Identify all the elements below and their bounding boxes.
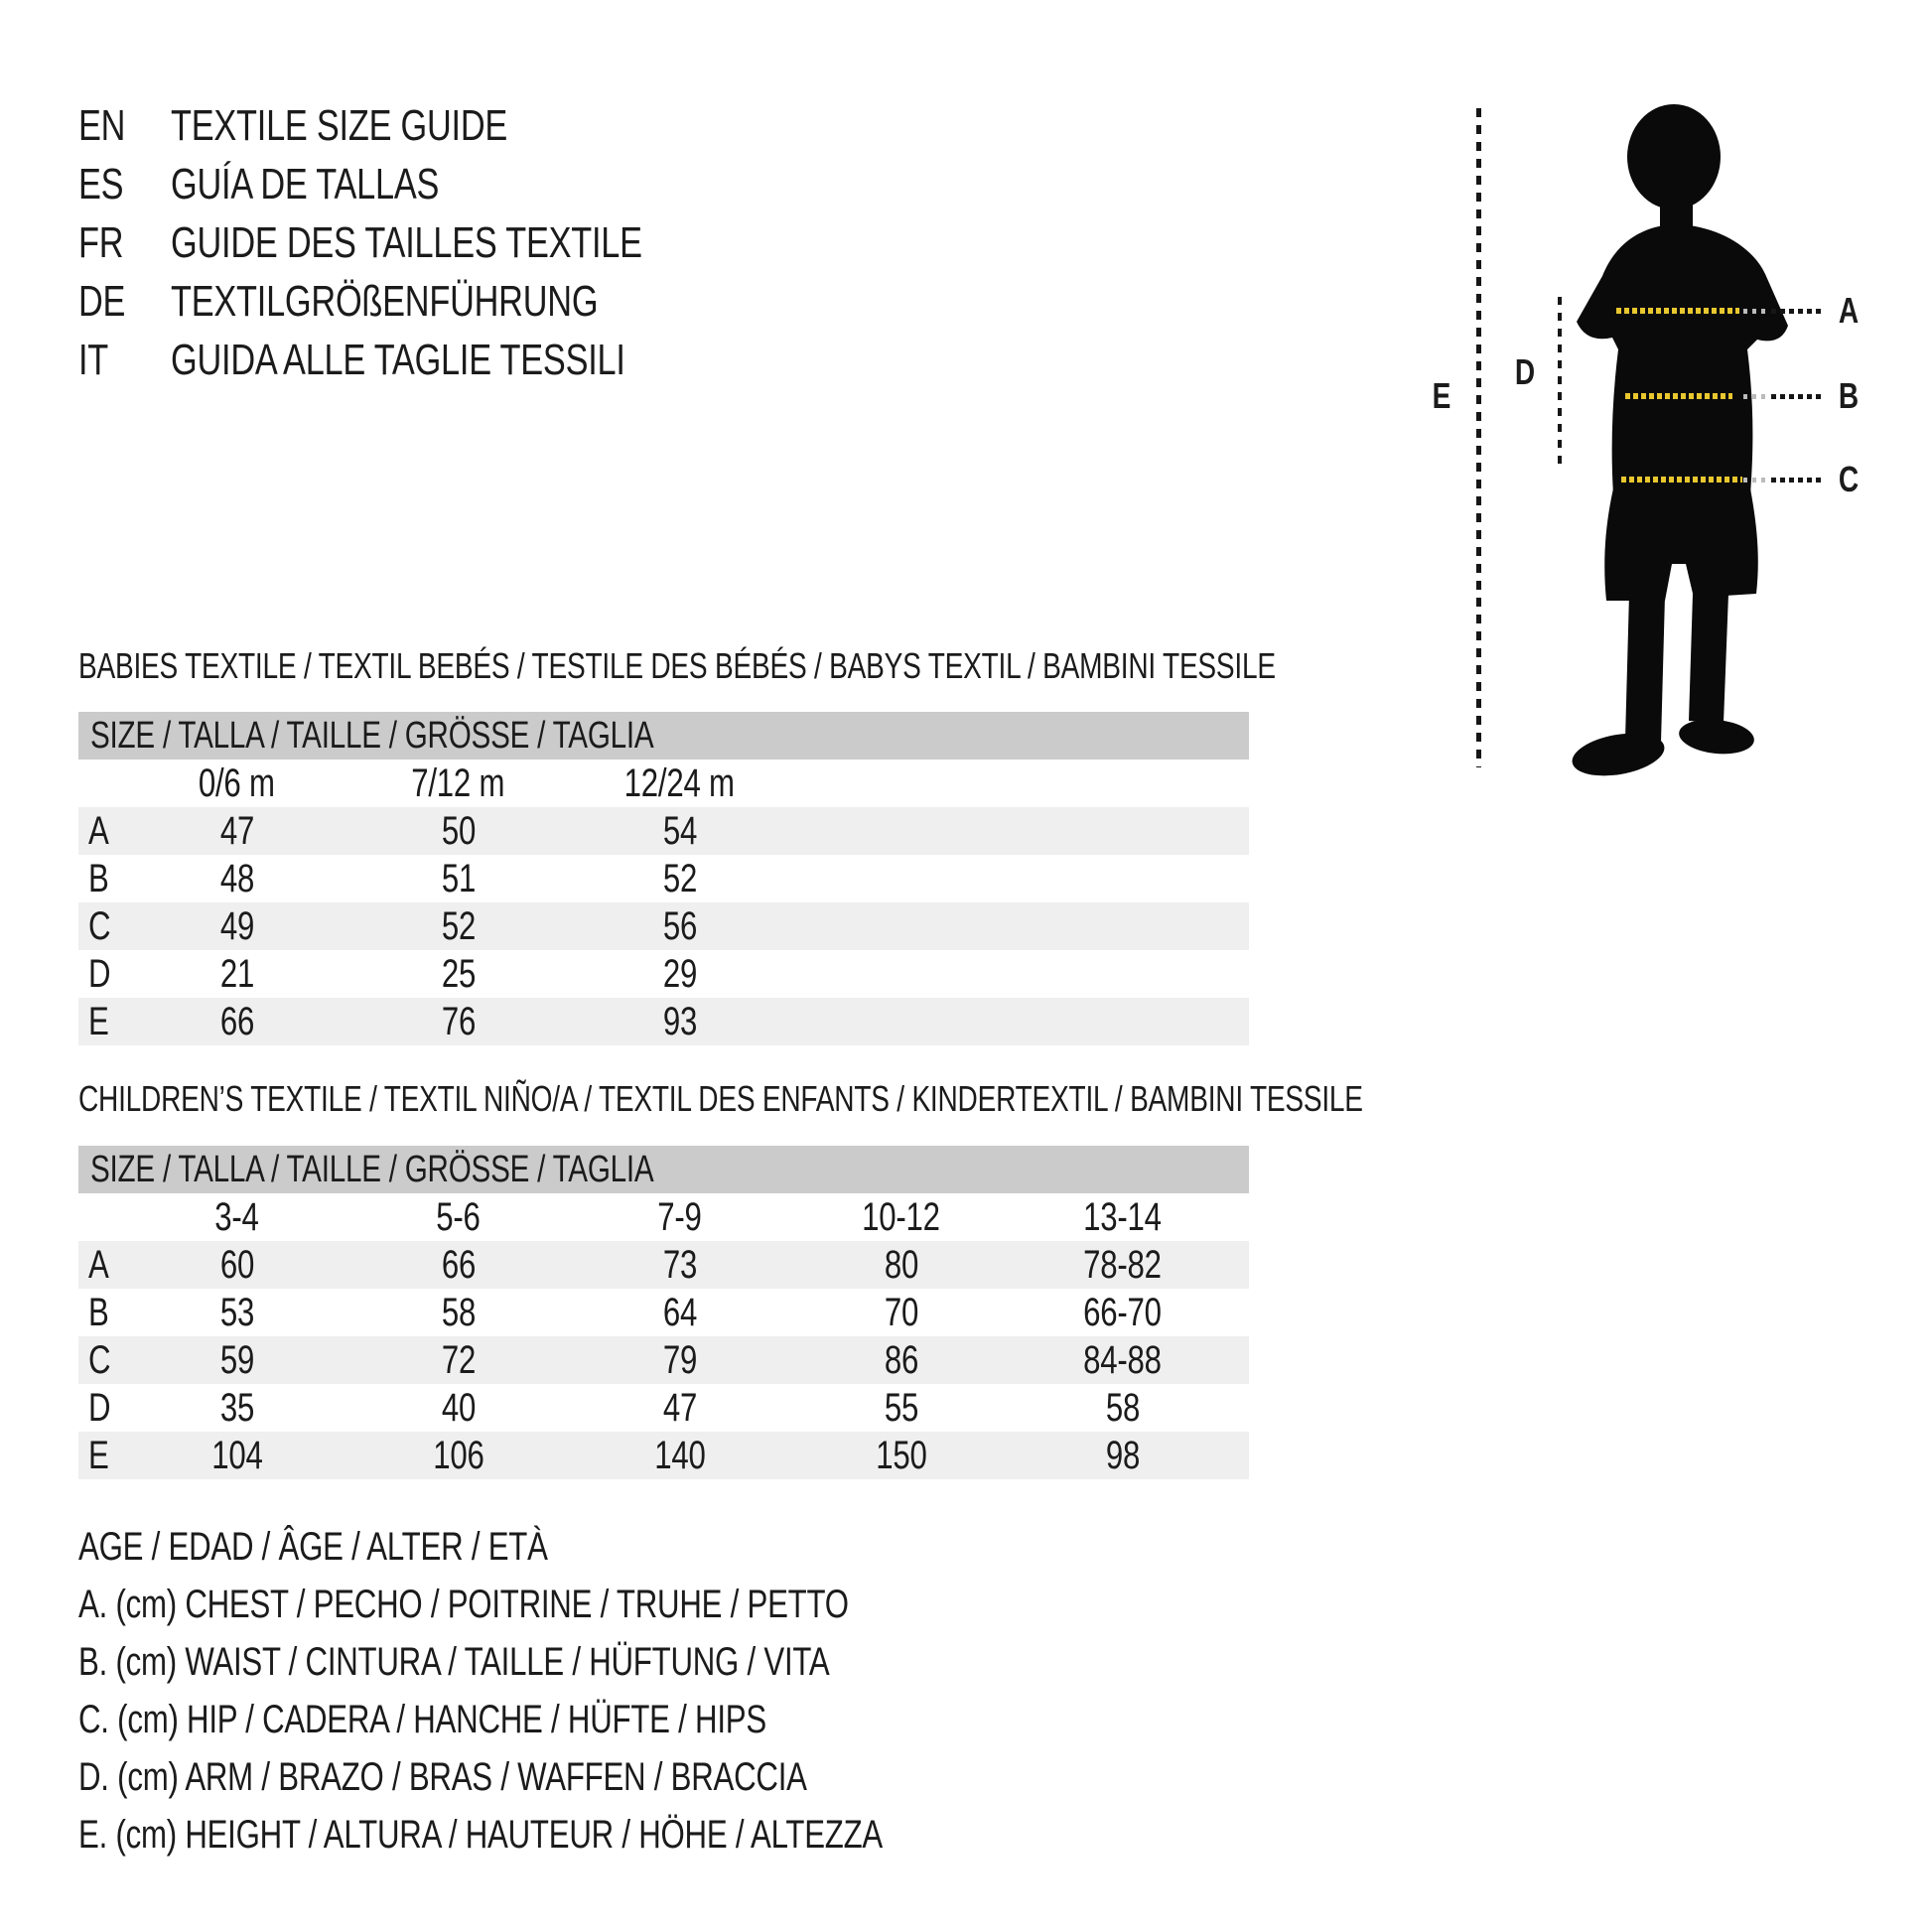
table-row	[78, 855, 1249, 902]
language-title-block	[78, 96, 775, 389]
size-value: 66	[219, 999, 254, 1043]
column-header: 13-14	[1083, 1194, 1162, 1239]
row-label: D	[88, 1385, 111, 1430]
size-value: 86	[884, 1337, 918, 1382]
size-value: 66-70	[1083, 1290, 1162, 1334]
size-value: 52	[441, 903, 476, 948]
table-row	[78, 807, 1249, 855]
measure-label-b: B	[1838, 375, 1860, 416]
guide-title: TEXTILGRÖßENFÜHRUNG	[171, 276, 599, 326]
measure-label-a: A	[1838, 290, 1860, 331]
chest-measure-line-a	[1616, 308, 1739, 314]
size-value: 52	[662, 856, 697, 900]
size-value: 70	[884, 1290, 918, 1334]
legend-line-waist: B. (cm) WAIST / CINTURA / TAILLE / HÜFTUNG / VITA	[78, 1639, 830, 1684]
row-label: B	[88, 856, 109, 900]
leader-line-c	[1771, 478, 1821, 483]
guide-title: GUIDE DES TAILLES TEXTILE	[171, 217, 642, 267]
language-code: DE	[78, 276, 126, 326]
leader-fade-c	[1743, 478, 1769, 483]
size-value: 66	[441, 1242, 476, 1287]
table-header-row	[78, 1193, 1249, 1241]
table-row	[78, 1336, 1249, 1384]
arm-measure-line-d	[1558, 297, 1562, 471]
language-row	[78, 331, 775, 389]
legend-line-height: E. (cm) HEIGHT / ALTURA / HAUTEUR / HÖHE / ALTEZZA	[78, 1812, 884, 1857]
size-value: 73	[662, 1242, 697, 1287]
legend-line-chest: A. (cm) CHEST / PECHO / POITRINE / TRUHE / PETTO	[78, 1582, 849, 1626]
size-value: 35	[219, 1385, 254, 1430]
leader-line-a	[1771, 309, 1821, 314]
language-row	[78, 213, 775, 272]
size-value: 55	[884, 1385, 918, 1430]
language-code: ES	[78, 159, 124, 208]
column-header: 7/12 m	[411, 760, 505, 805]
babies-section-heading: BABIES TEXTILE / TEXTIL BEBÉS / TESTILE DES BÉBÉS / BABYS TEXTIL / BAMBINI TESSILE	[78, 645, 1276, 686]
legend-line-arm: D. (cm) ARM / BRAZO / BRAS / WAFFEN / BRACCIA	[78, 1754, 807, 1799]
size-value: 76	[441, 999, 476, 1043]
size-value: 53	[219, 1290, 254, 1334]
language-code: IT	[78, 335, 109, 384]
waist-measure-line-b	[1625, 393, 1732, 399]
size-value: 47	[219, 808, 254, 853]
size-value: 47	[662, 1385, 697, 1430]
column-header: 12/24 m	[623, 760, 736, 805]
leader-line-b	[1771, 394, 1821, 399]
guide-title: TEXTILE SIZE GUIDE	[171, 100, 508, 150]
language-row	[78, 272, 775, 331]
leader-fade-a	[1743, 309, 1769, 314]
babies-size-table	[78, 759, 1249, 1045]
guide-title: GUÍA DE TALLAS	[171, 159, 440, 208]
size-value: 78-82	[1083, 1242, 1162, 1287]
column-header: 0/6 m	[199, 760, 275, 805]
measure-label-c: C	[1838, 459, 1860, 499]
children-size-table	[78, 1193, 1249, 1479]
children-section-heading: CHILDREN’S TEXTILE / TEXTIL NIÑO/A / TEXTIL DES ENFANTS / KINDERTEXTIL / BAMBINI TESSILE	[78, 1078, 1363, 1119]
measurement-legend	[78, 1518, 1109, 1863]
column-header: 5-6	[436, 1194, 481, 1239]
hip-measure-line-c	[1621, 477, 1742, 483]
table-row	[78, 1384, 1249, 1432]
size-value: 84-88	[1083, 1337, 1162, 1382]
size-value: 49	[219, 903, 254, 948]
size-value: 58	[1105, 1385, 1140, 1430]
size-value: 106	[432, 1433, 484, 1477]
size-value: 104	[210, 1433, 263, 1477]
column-header: 7-9	[657, 1194, 702, 1239]
legend-line-hip: C. (cm) HIP / CADERA / HANCHE / HÜFTE / HIPS	[78, 1697, 766, 1741]
row-label: A	[88, 1242, 109, 1287]
size-value: 80	[884, 1242, 918, 1287]
size-value: 56	[662, 903, 697, 948]
table-row	[78, 1432, 1249, 1479]
language-row	[78, 96, 775, 155]
table-row	[78, 1289, 1249, 1336]
table-row	[78, 1241, 1249, 1289]
size-value: 48	[219, 856, 254, 900]
row-label: C	[88, 1337, 111, 1382]
size-value: 50	[441, 808, 476, 853]
size-value: 150	[875, 1433, 927, 1477]
leader-fade-b	[1743, 394, 1769, 399]
size-value: 79	[662, 1337, 697, 1382]
table-header-row	[78, 759, 1249, 807]
size-value: 21	[219, 951, 254, 996]
size-value: 60	[219, 1242, 254, 1287]
size-value: 29	[662, 951, 697, 996]
table-row	[78, 998, 1249, 1045]
table-row	[78, 902, 1249, 950]
row-label: D	[88, 951, 111, 996]
size-value: 58	[441, 1290, 476, 1334]
size-value: 25	[441, 951, 476, 996]
size-value: 54	[662, 808, 697, 853]
table-row	[78, 950, 1249, 998]
row-label: C	[88, 903, 111, 948]
language-code: EN	[78, 100, 126, 150]
size-value: 51	[441, 856, 476, 900]
legend-line-age: AGE / EDAD / ÂGE / ALTER / ETÀ	[78, 1524, 548, 1569]
size-value: 98	[1105, 1433, 1140, 1477]
babies-size-header-bar: SIZE / TALLA / TAILLE / GRÖSSE / TAGLIA	[78, 712, 1249, 759]
children-size-header-bar: SIZE / TALLA / TAILLE / GRÖSSE / TAGLIA	[78, 1146, 1249, 1193]
row-label: A	[88, 808, 109, 853]
measure-label-d: D	[1514, 351, 1536, 392]
size-value: 40	[441, 1385, 476, 1430]
size-value: 64	[662, 1290, 697, 1334]
size-value: 93	[662, 999, 697, 1043]
size-value: 59	[219, 1337, 254, 1382]
language-row	[78, 155, 775, 213]
guide-title: GUIDA ALLE TAGLIE TESSILI	[171, 335, 625, 384]
size-value: 72	[441, 1337, 476, 1382]
size-value: 140	[653, 1433, 706, 1477]
measure-label-e: E	[1432, 375, 1451, 416]
language-code: FR	[78, 217, 124, 267]
row-label: B	[88, 1290, 109, 1334]
column-header: 10-12	[862, 1194, 940, 1239]
row-label: E	[88, 999, 109, 1043]
column-header: 3-4	[214, 1194, 259, 1239]
row-label: E	[88, 1433, 109, 1477]
